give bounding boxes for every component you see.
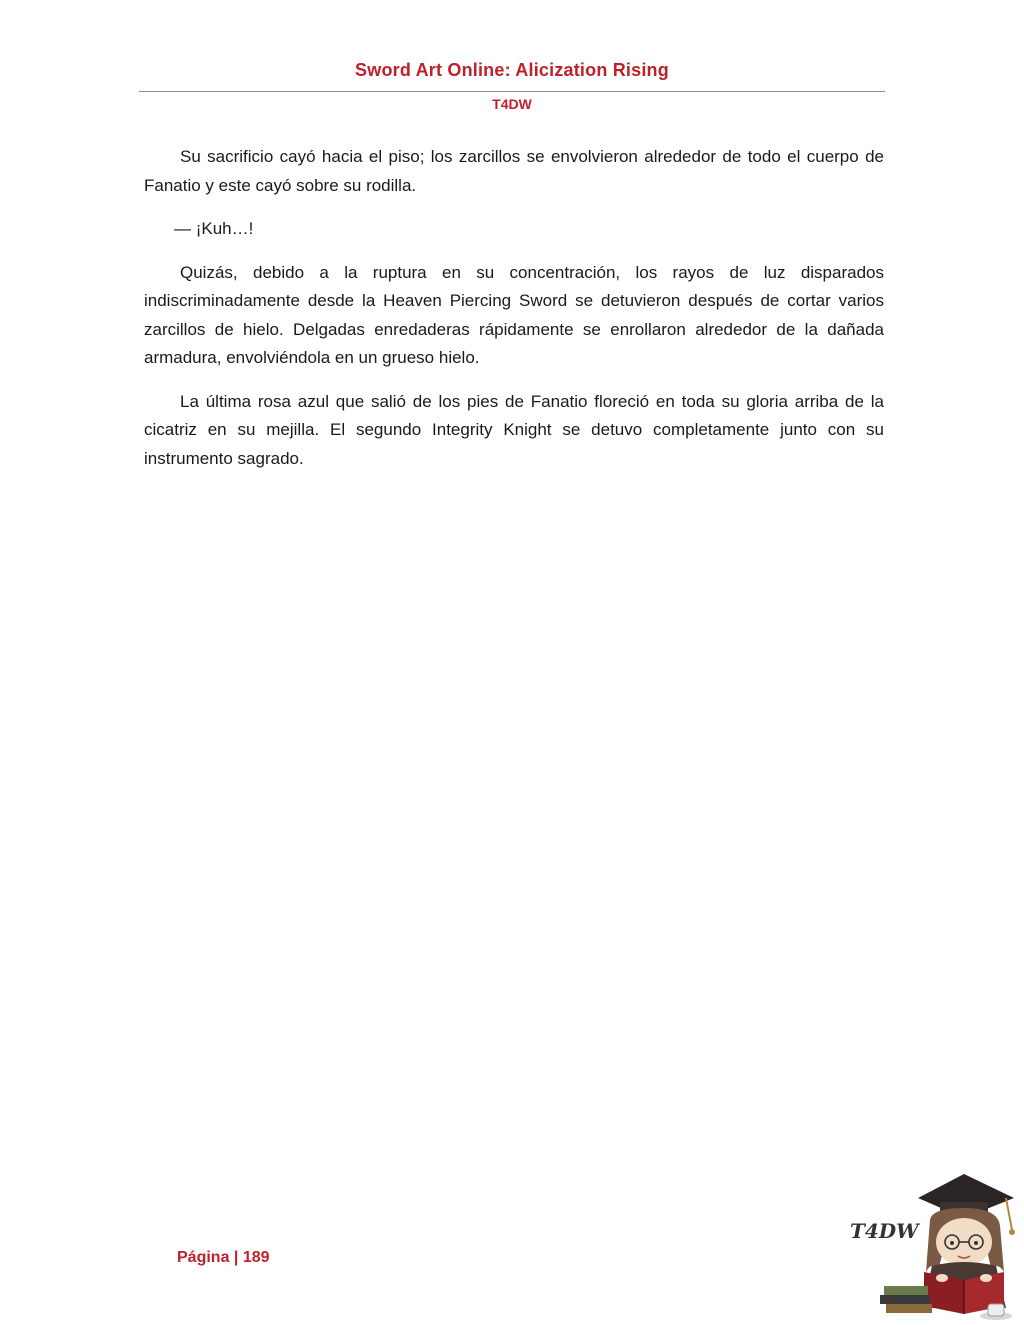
book-title: Sword Art Online: Alicization Rising — [355, 60, 669, 80]
page-number: Página | 189 — [177, 1249, 270, 1266]
page-body — [144, 143, 884, 488]
reading-scholar-mascot-icon — [846, 1168, 1022, 1325]
group-name: T4DW — [492, 96, 532, 112]
logo-text: T4DW — [850, 1219, 919, 1243]
paragraph: Quizás, debido a la ruptura en su concentración, los rayos de luz disparados indiscriminadamente desde la Heaven Piercing Sword se detuvieron después de cortar varios zarcillos de hielo. Delgadas enredaderas rápidamente se enrollaron alrededor de la dañada armadura, envolviéndola en un grueso hielo. — [144, 262, 884, 367]
paragraph: Su sacrificio cayó hacia el piso; los zarcillos se envolvieron alrededor de todo el cuerpo de Fanatio y este cayó sobre su rodilla. — [144, 147, 884, 195]
header-divider — [139, 91, 885, 92]
paragraph: La última rosa azul que salió de los pies de Fanatio floreció en toda su gloria arriba de la cicatriz en su mejilla. El segundo Integrity Knight se detuvo completamente junto con su instrumento sagrado. — [144, 391, 884, 468]
dialogue-line: — ¡Kuh…! — [174, 219, 254, 238]
